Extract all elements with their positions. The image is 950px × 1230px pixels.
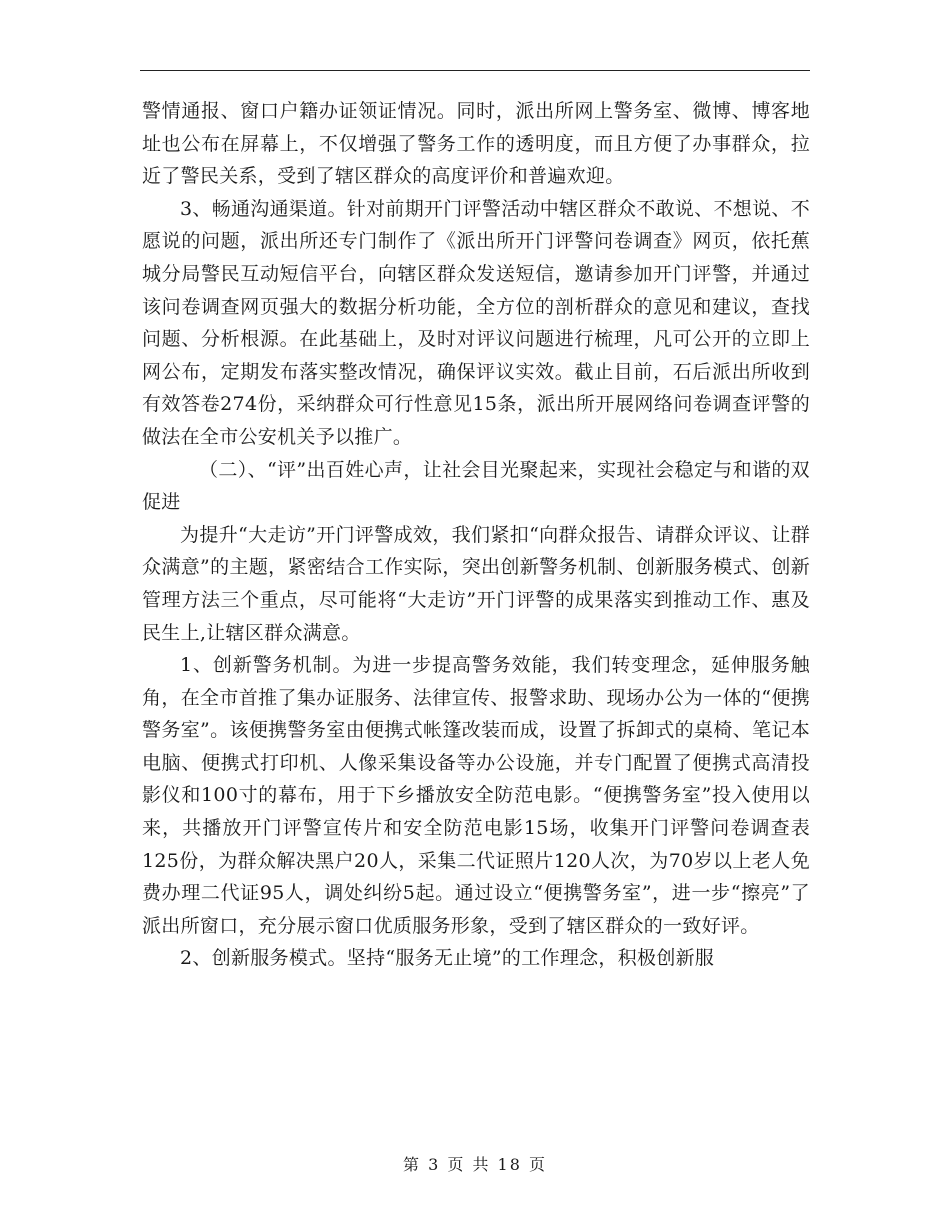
header-rule [140, 70, 810, 71]
page-number-footer: 第 3 页 共 18 页 [403, 1155, 547, 1174]
section-heading-2: （二）、“评”出百姓心声，让社会目光聚起来，实现社会稳定与和谐的双促进 [142, 458, 810, 514]
document-body [142, 95, 810, 975]
paragraph-innovate-mechanism: 1、创新警务机制。为进一步提高警务效能，我们转变理念，延伸服务触角，在全市首推了集办证服务、法律宣传、报警求助、现场办公为一体的“便携警务室”。该便携警务室由便携式帐篷改装而成，设置了拆卸式的桌椅、笔记本电脑、便携式打印机、人像采集设备等办公设施，并专门配置了便携式高清投影仪和100寸的幕布，用于下乡播放安全防范电影。“便携警务室”投入使用以来，共播放开门评警宣传片和安全防范电影15场，收集开门评警问卷调查表125份，为群众解决黑户20人，采集二代证照片120人次，为70岁以上老人免费办理二代证95人，调处纠纷5起。通过设立“便携警务室”，进一步“擦亮”了派出所窗口，充分展示窗口优质服务形象，受到了辖区群众的一致好评。 [142, 654, 810, 937]
paragraph-communication-channels: 3、畅通沟通渠道。针对前期开门评警活动中辖区群众不敢说、不想说、不愿说的问题，派出所还专门制作了《派出所开门评警问卷调查》网页，依托蕉城分局警民互动短信平台，向辖区群众发送短信，邀请参加开门评警，并通过该问卷调查网页强大的数据分析功能，全方位的剖析群众的意见和建议，查找问题、分析根源。在此基础上，及时对评议问题进行梳理，凡可公开的立即上网公布，定期发布落实整改情况，确保评议实效。截止目前，石后派出所收到有效答卷274份，采纳群众可行性意见15条，派出所开展网络问卷调查评警的做法在全市公安机关予以推广。 [142, 197, 810, 448]
paragraph-innovate-service: 2、创新服务模式。坚持“服务无止境”的工作理念，积极创新服 [180, 947, 715, 970]
paragraph-continuation: 警情通报、窗口户籍办证领证情况。同时，派出所网上警务室、微博、博客地址也公布在屏幕上，不仅增强了警务工作的透明度，而且方便了办事群众，拉近了警民关系，受到了辖区群众的高度评价和普遍欢迎。 [142, 100, 810, 188]
paragraph-section-intro: 为提升“大走访”开门评警成效，我们紧扣“向群众报告、请群众评议、让群众满意”的主题，紧密结合工作实际，突出创新警务机制、创新服务模式、创新管理方法三个重点，尽可能将“大走访”开门评警的成果落实到推动工作、惠及民生上,让辖区群众满意。 [142, 523, 810, 644]
